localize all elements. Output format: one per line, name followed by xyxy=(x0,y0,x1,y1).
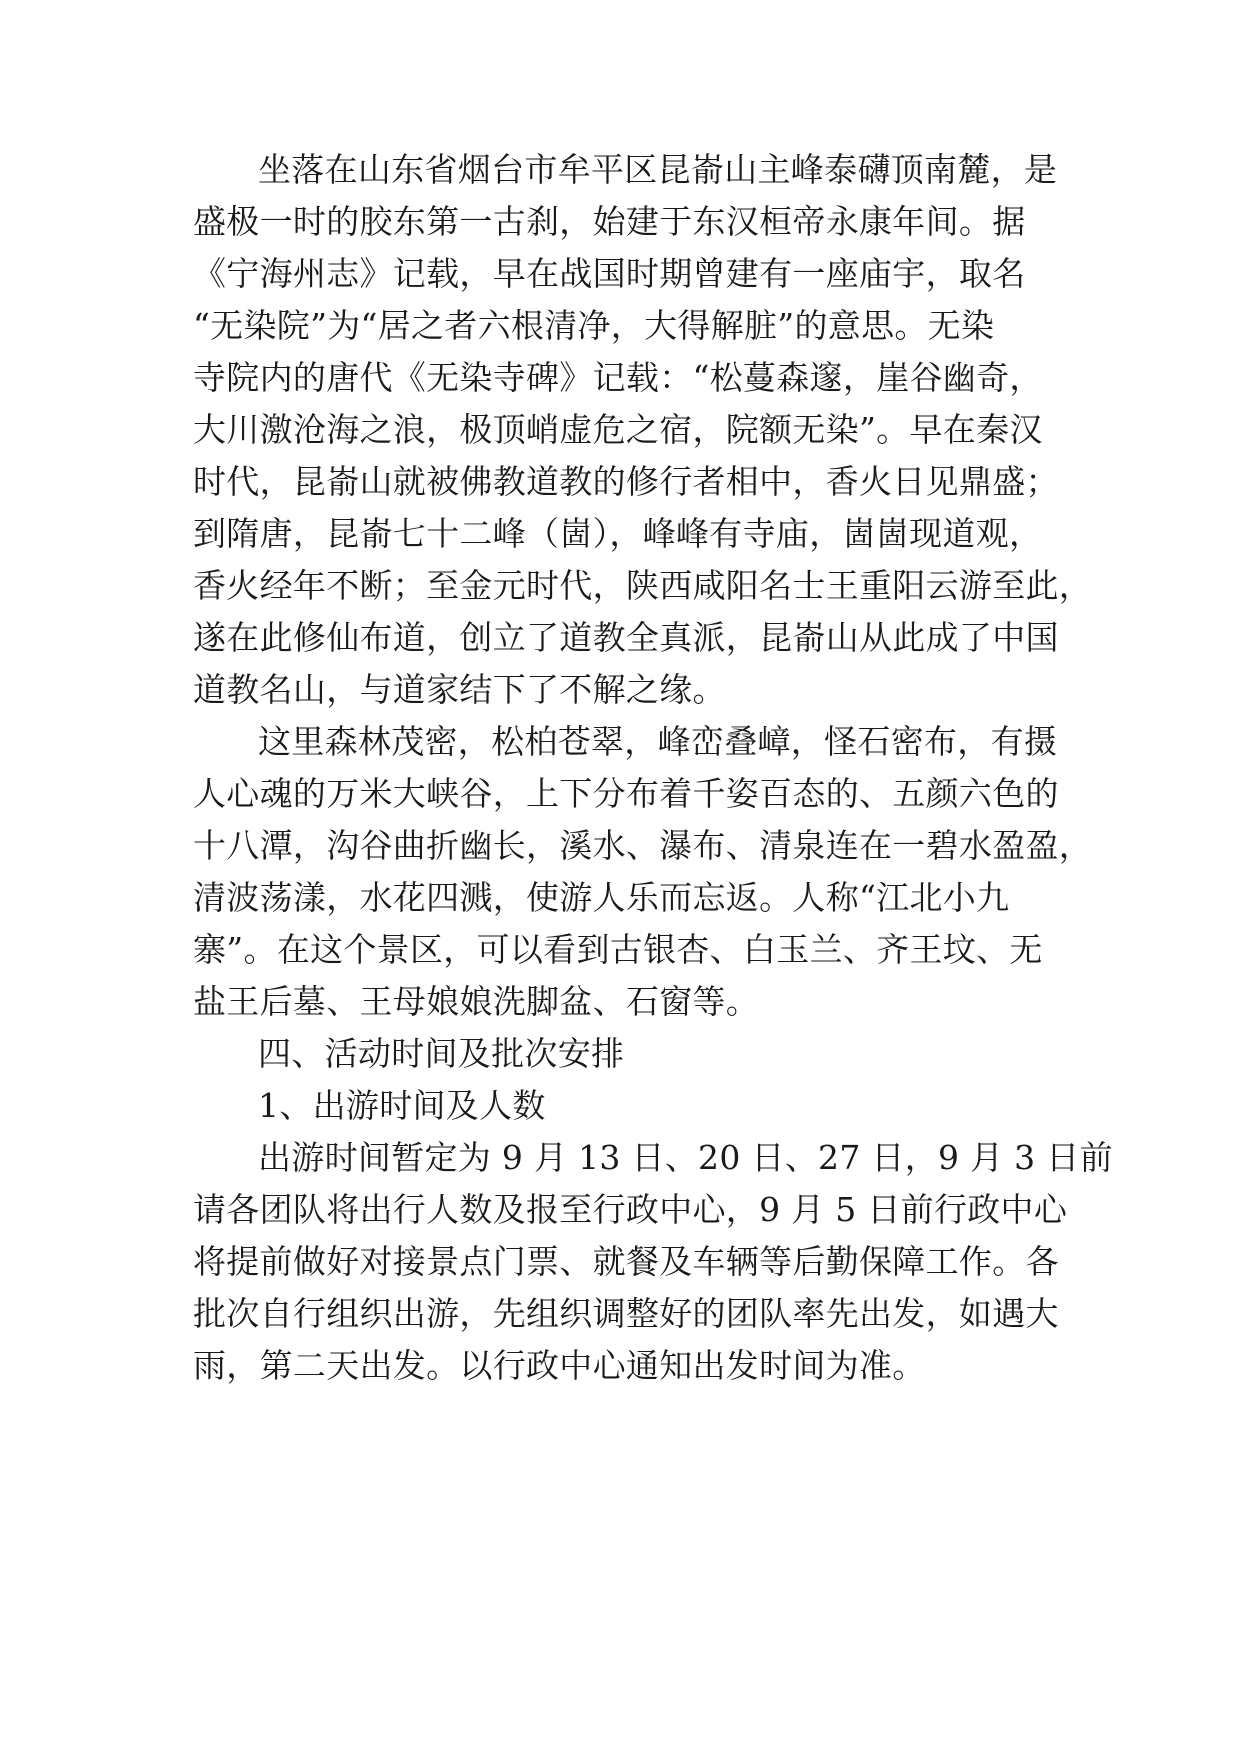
text-line: 遂在此修仙布道，创立了道教全真派，昆嵛山从此成了中国 xyxy=(193,618,1059,657)
text-line: 《宁海州志》记载，早在战国时期曾建有一座庙宇，取名 xyxy=(193,254,1026,293)
text-line: 寺院内的唐代《无染寺碑》记载：“松蔓森邃，崖谷幽奇， xyxy=(193,358,1043,397)
text-line: 雨，第二天出发。以行政中心通知出发时间为准。 xyxy=(193,1346,926,1385)
text-line: 到隋唐，昆嵛七十二峰（崮），峰峰有寺庙，崮崮现道观， xyxy=(193,514,1043,553)
text-line: 请各团队将出行人数及报至行政中心，9 月 5 日前行政中心 xyxy=(193,1190,1068,1229)
text-line: 盐王后墓、王母娘娘洗脚盆、石窗等。 xyxy=(193,982,760,1021)
text-line: 这里森林茂密，松柏苍翠，峰峦叠嶂，怪石密布，有摄 xyxy=(258,722,1058,761)
text-line: 香火经年不断；至金元时代，陕西咸阳名士王重阳云游至此， xyxy=(193,566,1093,605)
text-line: “无染院”为“居之者六根清净，大得解脏”的意思。无染 xyxy=(193,306,995,345)
text-line: 道教名山，与道家结下了不解之缘。 xyxy=(193,670,726,709)
text-line: 寨”。在这个景区，可以看到古银杏、白玉兰、齐王坟、无 xyxy=(193,930,1043,969)
text-line: 清波荡漾，水花四溅，使游人乐而忘返。人称“江北小九 xyxy=(193,878,1010,917)
text-line: 将提前做好对接景点门票、就餐及车辆等后勤保障工作。各 xyxy=(193,1242,1059,1281)
text-line: 时代，昆嵛山就被佛教道教的修行者相中，香火日见鼎盛； xyxy=(193,462,1059,501)
text-line: 人心魂的万米大峡谷，上下分布着千姿百态的、五颜六色的 xyxy=(193,774,1059,813)
subsection-heading: 1、出游时间及人数 xyxy=(258,1086,546,1125)
text-line: 批次自行组织出游，先组织调整好的团队率先出发，如遇大 xyxy=(193,1294,1059,1333)
text-line: 十八潭，沟谷曲折幽长，溪水、瀑布、清泉连在一碧水盈盈， xyxy=(193,826,1093,865)
text-line: 大川激沧海之浪，极顶峭虚危之宿，院额无染”。早在秦汉 xyxy=(193,410,1043,449)
text-line: 坐落在山东省烟台市牟平区昆嵛山主峰泰礴顶南麓，是 xyxy=(258,150,1058,189)
section-heading: 四、活动时间及批次安排 xyxy=(258,1034,625,1073)
text-line: 出游时间暂定为 9 月 13 日、20 日、27 日，9 月 3 日前 xyxy=(258,1138,1113,1177)
text-line: 盛极一时的胶东第一古刹，始建于东汉桓帝永康年间。据 xyxy=(193,202,1026,241)
